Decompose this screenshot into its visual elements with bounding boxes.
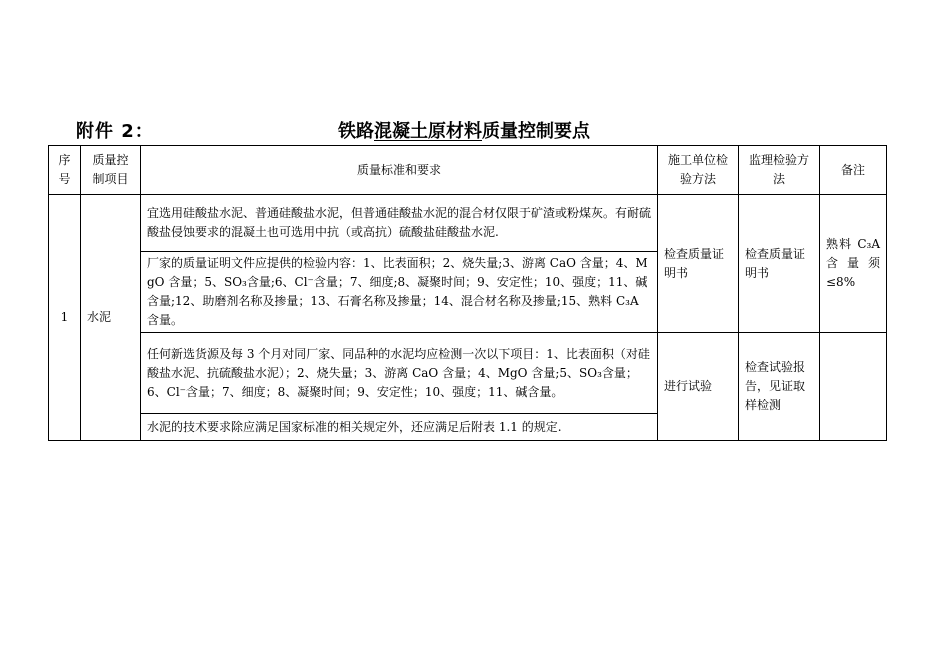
table-row <box>49 195 887 252</box>
document-title <box>338 117 590 143</box>
quality-control-table <box>48 145 887 441</box>
column-header-seq: 序号 <box>49 146 81 195</box>
column-header-constructor-method: 施工单位检验方法 <box>658 146 739 195</box>
column-header-standard: 质量标准和要求 <box>141 146 658 195</box>
remark-cell <box>820 333 887 441</box>
title-suffix: 质量控制要点 <box>482 121 590 142</box>
column-header-item: 质量控制项目 <box>81 146 141 195</box>
attachment-label: 附件 2： <box>76 121 154 142</box>
remark-cell: 熟料 C₃A 含量须≤8% <box>820 195 887 333</box>
document-header <box>48 112 886 142</box>
table-row <box>49 333 887 414</box>
row-seq-cell: 1 <box>49 195 81 441</box>
constructor-method-cell: 进行试验 <box>658 333 739 441</box>
supervisor-method-cell: 检查试验报告，见证取样检测 <box>739 333 820 441</box>
column-header-supervisor-method: 监理检验方法 <box>739 146 820 195</box>
supervisor-method-cell: 检查质量证明书 <box>739 195 820 333</box>
row-item-cell: 水泥 <box>81 195 141 441</box>
title-underlined: 混凝土原材料 <box>374 121 482 142</box>
table-header-row <box>49 146 887 195</box>
requirement-cell: 任何新选货源及每 3 个月对同厂家、同品种的水泥均应检测一次以下项目：1、比表面积（对硅酸盐水泥、抗硫酸盐水泥）；2、烧失量；3、游离 CaO 含量；4、MgO 含量;5、SO₃含量；6、Cl⁻含量；7、细度；8、凝聚时间；9、安定性；10、强度；11、碱含量。 <box>141 333 658 414</box>
requirement-cell: 水泥的技术要求除应满足国家标准的相关规定外，还应满足后附表 1.1 的规定. <box>141 414 658 441</box>
constructor-method-cell: 检查质量证明书 <box>658 195 739 333</box>
requirement-cell: 宜选用硅酸盐水泥、普通硅酸盐水泥，但普通硅酸盐水泥的混合材仅限于矿渣或粉煤灰。有耐硫酸盐侵蚀要求的混凝土也可选用中抗（或高抗）硫酸盐硅酸盐水泥. <box>141 195 658 252</box>
title-prefix: 铁路 <box>338 121 374 142</box>
column-header-remark: 备注 <box>820 146 887 195</box>
requirement-cell: 厂家的质量证明文件应提供的检验内容：1、比表面积；2、烧失量;3、游离 CaO 含量；4、MgO 含量；5、SO₃含量;6、Cl⁻含量；7、细度;8、凝聚时间；9、安定性；10、强度；11、碱含量;12、助磨剂名称及掺量；13、石膏名称及掺量；14、混合材名称及掺量;15、熟料 C₃A 含量。 <box>141 252 658 333</box>
